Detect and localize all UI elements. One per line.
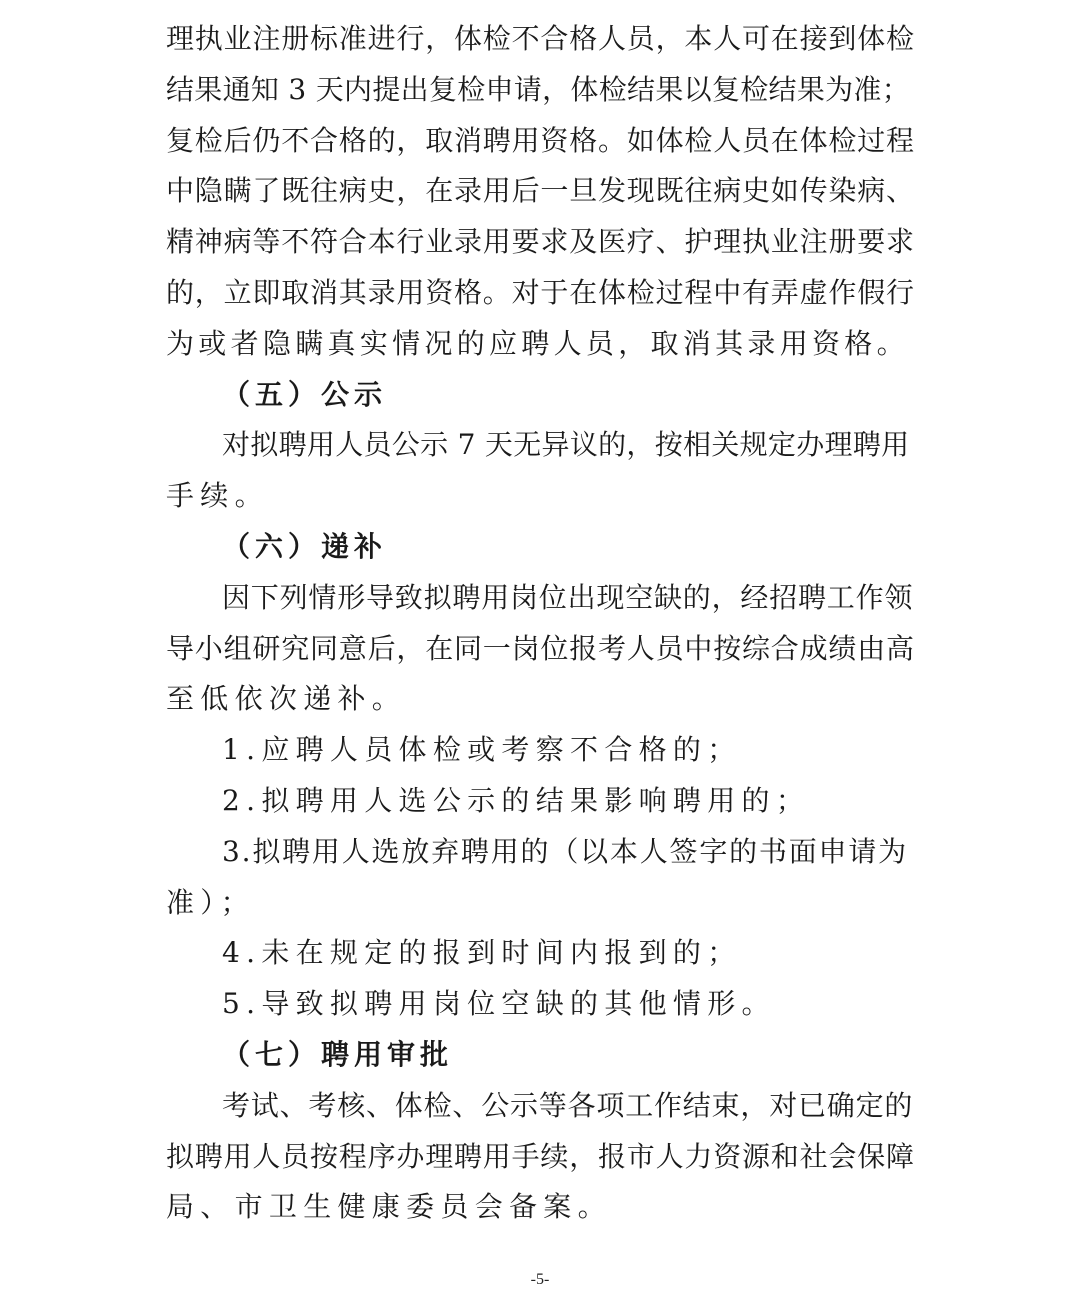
text-line: 复检后仍不合格的，取消聘用资格。如体检人员在体检过程 [166, 123, 915, 157]
text-line: 至低依次递补。 [166, 682, 407, 716]
text-line: 手续。 [166, 479, 269, 513]
text-line: 3.拟聘用人选放弃聘用的（以本人签字的书面申请为 [222, 834, 908, 868]
body-text [166, 14, 916, 1233]
text-line: 导小组研究同意后，在同一岗位报考人员中按综合成绩由高 [166, 631, 915, 665]
text-line: 拟聘用人员按程序办理聘用手续，报市人力资源和社会保障 [166, 1139, 915, 1173]
text-line: 中隐瞒了既往病史，在录用后一旦发现既往病史如传染病、 [166, 174, 915, 208]
text-line: 精神病等不符合本行业录用要求及医疗、护理执业注册要求 [166, 225, 915, 259]
text-line: 结果通知 3 天内提出复检申请，体检结果以复检结果为准； [166, 72, 911, 106]
text-line: 5.导致拟聘用岗位空缺的其他情形。 [222, 987, 776, 1021]
text-line: 1.应聘人员体检或考察不合格的； [222, 733, 742, 767]
text-line: 考试、考核、体检、公示等各项工作结束，对已确定的 [222, 1088, 914, 1122]
page-number: -5- [530, 1271, 550, 1288]
section-heading: （七）聘用审批 [222, 1037, 454, 1071]
text-line: 的，立即取消其录用资格。对于在体检过程中有弄虚作假行 [166, 275, 915, 309]
text-line: 2.拟聘用人选公示的结果影响聘用的； [222, 783, 811, 817]
text-line: 局、市卫生健康委员会备案。 [166, 1190, 612, 1224]
text-line: 理执业注册标准进行，体检不合格人员，本人可在接到体检 [166, 22, 915, 55]
section-heading: （五）公示 [222, 377, 388, 411]
text-line: 因下列情形导致拟聘用岗位出现空缺的，经招聘工作领 [222, 580, 914, 614]
text-line: 对拟聘用人员公示 7 天无异议的，按相关规定办理聘用 [222, 428, 910, 462]
text-line: 4.未在规定的报到时间内报到的； [222, 936, 742, 970]
text-line: 准）； [166, 885, 255, 919]
text-line: 为或者隐瞒真实情况的应聘人员，取消其录用资格。 [166, 326, 909, 360]
section-heading: （六）递补 [222, 529, 388, 563]
